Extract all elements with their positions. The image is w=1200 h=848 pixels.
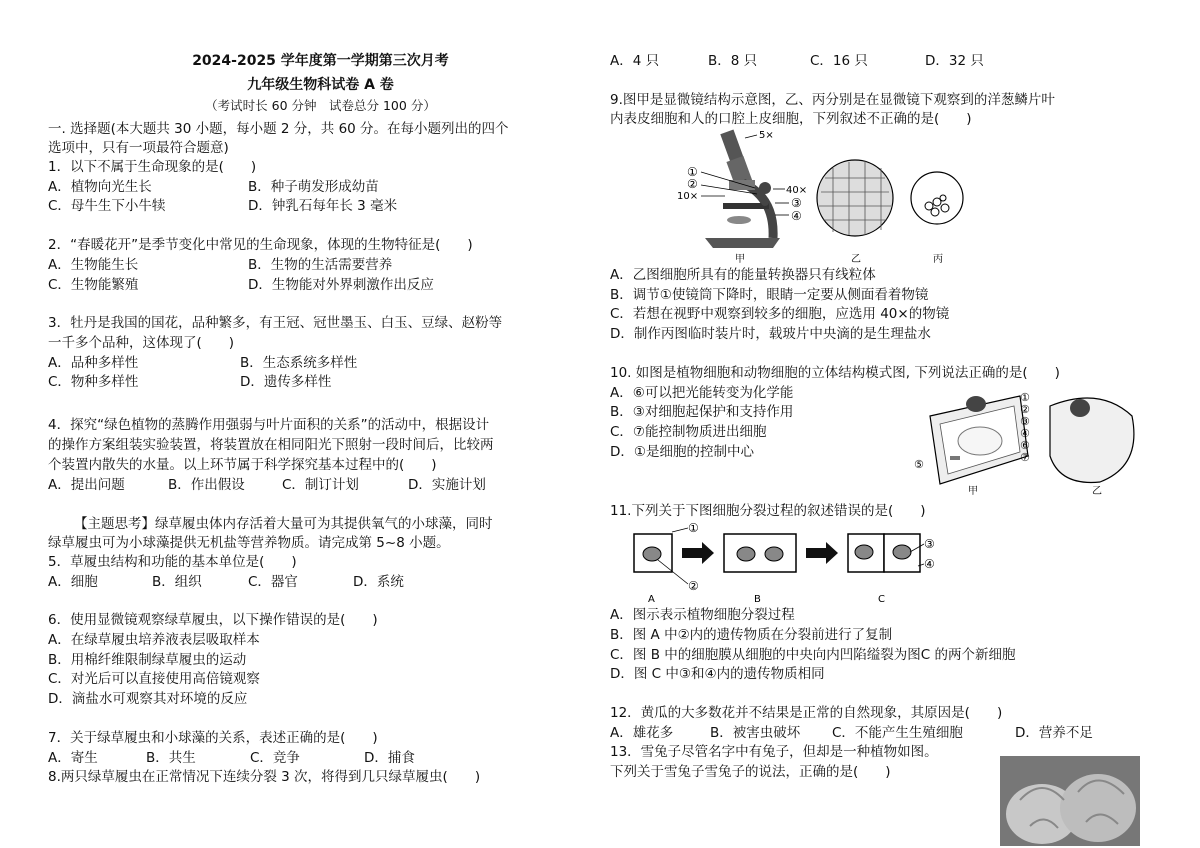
- label-n2: ②: [688, 579, 699, 593]
- q9-option-d[interactable]: D．制作丙图临时装片时，载玻片中央滴的是生理盐水: [610, 326, 931, 342]
- q7-option-d[interactable]: D．捕食: [364, 750, 415, 766]
- q12-option-c[interactable]: C．不能产生生殖细胞: [832, 725, 963, 741]
- snow-lotus-photo: [1000, 756, 1140, 846]
- label-n4: ④: [1020, 427, 1030, 440]
- q12-stem: 12．黄瓜的大多数花并不结果是正常的自然现象，其原因是( ): [610, 705, 1003, 721]
- label-C: C: [878, 594, 885, 605]
- label-n6: ⑥: [1020, 439, 1030, 452]
- q11-option-d[interactable]: D．图 C 中③和④内的遗传物质相同: [610, 666, 825, 682]
- q5-stem: 5．草履虫结构和功能的基本单位是( ): [48, 554, 297, 570]
- q11-option-c[interactable]: C．图 B 中的细胞膜从细胞的中央向内凹陷缢裂为图C 的两个新细胞: [610, 647, 1016, 663]
- q4-option-c[interactable]: C．制订计划: [282, 477, 359, 493]
- q10-figure: [910, 386, 1140, 498]
- q5-option-d[interactable]: D．系统: [353, 574, 404, 590]
- label-n4: ④: [924, 557, 935, 571]
- q9-figure: [665, 128, 965, 266]
- q7-option-c[interactable]: C．竞争: [250, 750, 300, 766]
- q4-stem-2: 的操作方案组装实验装置，将装置放在相同阳光下照射一段时间后，比较两: [48, 437, 494, 453]
- exam-title: 2024-2025 学年度第一学期第三次月考: [192, 53, 449, 69]
- label-bing: 丙: [933, 254, 943, 265]
- label-n2: ②: [1020, 403, 1030, 416]
- cell-division-figure: [634, 522, 935, 605]
- q10-option-c[interactable]: C．⑦能控制物质进出细胞: [610, 424, 767, 440]
- q3-stem-2: 一千多个品种，这体现了( ): [48, 335, 235, 351]
- label-n7: ⑦: [1020, 451, 1030, 464]
- q1-option-d[interactable]: D．钟乳石每年长 3 毫米: [248, 198, 398, 214]
- q10-option-a[interactable]: A．⑥可以把光能转变为化学能: [610, 385, 794, 401]
- label-jia: 甲: [968, 486, 978, 497]
- label-yi: 乙: [1092, 486, 1102, 497]
- q8-option-b[interactable]: B．8 只: [708, 53, 758, 69]
- q5-option-a[interactable]: A．细胞: [48, 574, 98, 590]
- q7-stem: 7．关于绿草履虫和小球藻的关系，表述正确的是( ): [48, 730, 378, 746]
- theme-line-1: 【主题思考】绿草履虫体内存活着大量可为其提供氧气的小球藻，同时: [74, 516, 493, 532]
- label-B: B: [754, 594, 761, 605]
- q2-option-a[interactable]: A．生物能生长: [48, 257, 139, 273]
- label-10x: 10×: [677, 191, 699, 202]
- q6-option-a[interactable]: A．在绿草履虫培养液表层吸取样本: [48, 632, 260, 648]
- q12-option-b[interactable]: B．被害虫破坏: [710, 725, 801, 741]
- label-40x: 40×: [786, 185, 808, 196]
- label-4: ④: [791, 209, 802, 223]
- q5-option-b[interactable]: B．组织: [152, 574, 202, 590]
- exam-subtitle: 九年级生物科试卷 A 卷: [247, 77, 394, 93]
- label-n1: ①: [1020, 391, 1030, 404]
- q3-stem: 3．牡丹是我国的国花，品种繁多，有王冠、冠世墨玉、白玉、豆绿、赵粉等: [48, 315, 503, 331]
- q7-option-a[interactable]: A．寄生: [48, 750, 98, 766]
- label-A: A: [648, 594, 655, 605]
- label-jia: 甲: [735, 254, 745, 265]
- cheek-cells-figure: [911, 172, 963, 265]
- q1-option-a[interactable]: A．植物向光生长: [48, 179, 152, 195]
- q7-option-b[interactable]: B．共生: [146, 750, 196, 766]
- q3-option-b[interactable]: B．生态系统多样性: [240, 355, 358, 371]
- q8-option-d[interactable]: D．32 只: [925, 53, 984, 69]
- label-1: ①: [687, 165, 698, 179]
- q13-stem-2: 下列关于雪兔子雪兔子的说法，正确的是( ): [610, 764, 891, 780]
- q6-option-c[interactable]: C．对光后可以直接使用高倍镜观察: [48, 671, 260, 687]
- q6-option-d[interactable]: D．滴盐水可观察其对环境的反应: [48, 691, 248, 707]
- plant-cell-figure: [914, 391, 1030, 497]
- q11-option-b[interactable]: B．图 A 中②内的遗传物质在分裂前进行了复制: [610, 627, 893, 643]
- q8-option-c[interactable]: C．16 只: [810, 53, 868, 69]
- q10-option-d[interactable]: D．①是细胞的控制中心: [610, 444, 754, 460]
- q9-stem-2: 内表皮细胞和人的口腔上皮细胞，下列叙述不正确的是( ): [610, 111, 972, 127]
- q4-option-b[interactable]: B．作出假设: [168, 477, 245, 493]
- animal-cell-figure: [1050, 398, 1134, 497]
- q4-option-d[interactable]: D．实施计划: [408, 477, 486, 493]
- q12-option-d[interactable]: D．营养不足: [1015, 725, 1093, 741]
- q10-option-b[interactable]: B．③对细胞起保护和支持作用: [610, 404, 794, 420]
- microscope-figure: [677, 130, 807, 265]
- q11-option-a[interactable]: A．图示表示植物细胞分裂过程: [610, 607, 795, 623]
- q9-option-b[interactable]: B．调节①使镜筒下降时，眼睛一定要从侧面看着物镜: [610, 287, 929, 303]
- q8-stem: 8.两只绿草履虫在正常情况下连续分裂 3 次，将得到几只绿草履虫( ): [48, 769, 481, 785]
- label-n3: ③: [1020, 415, 1030, 428]
- q3-option-d[interactable]: D．遗传多样性: [240, 374, 332, 390]
- q2-option-c[interactable]: C．生物能繁殖: [48, 277, 139, 293]
- exam-info: （考试时长 60 分钟 试卷总分 100 分）: [205, 98, 436, 113]
- q9-option-c[interactable]: C．若想在视野中观察到较多的细胞，应选用 40×的物镜: [610, 306, 950, 322]
- q1-option-c[interactable]: C．母牛生下小牛犊: [48, 198, 166, 214]
- label-3: ③: [791, 196, 802, 210]
- label-2: ②: [687, 177, 698, 191]
- section-heading-2: 选项中，只有一项最符合题意): [48, 140, 229, 156]
- q11-stem: 11.下列关于下图细胞分裂过程的叙述错误的是( ): [610, 503, 926, 519]
- q9-stem: 9.图甲是显微镜结构示意图，乙、丙分别是在显微镜下观察到的洋葱鳞片叶: [610, 92, 1055, 108]
- q12-option-a[interactable]: A．雄花多: [610, 725, 674, 741]
- q2-option-d[interactable]: D．生物能对外界刺激作出反应: [248, 277, 434, 293]
- q13-stem: 13．雪兔子尽管名字中有兔子，但却是一种植物如图。: [610, 744, 938, 760]
- section-heading: 一. 选择题(本大题共 30 小题，每小题 2 分，共 60 分。在每小题列出的四个: [48, 121, 509, 137]
- label-yi: 乙: [851, 254, 861, 265]
- label-5x: 5×: [759, 130, 774, 141]
- q5-option-c[interactable]: C．器官: [248, 574, 298, 590]
- q1-option-b[interactable]: B．种子萌发形成幼苗: [248, 179, 379, 195]
- theme-line-2: 绿草履虫可为小球藻提供无机盐等营养物质。请完成第 5~8 小题。: [48, 535, 450, 551]
- q8-option-a[interactable]: A．4 只: [610, 53, 660, 69]
- q6-option-b[interactable]: B．用棉纤维限制绿草履虫的运动: [48, 652, 247, 668]
- q3-option-a[interactable]: A．品种多样性: [48, 355, 139, 371]
- onion-cells-figure: [817, 160, 893, 265]
- q4-stem-3: 个装置内散失的水量。以上环节属于科学探究基本过程中的( ): [48, 457, 437, 473]
- q2-stem: 2．“春暖花开”是季节变化中常见的生命现象，体现的生物特征是( ): [48, 237, 473, 253]
- q4-stem: 4．探究“绿色植物的蒸腾作用强弱与叶片面积的关系”的活动中，根据设计: [48, 417, 490, 433]
- q3-option-c[interactable]: C．物种多样性: [48, 374, 139, 390]
- q11-figure: [630, 522, 940, 606]
- q4-option-a[interactable]: A．提出问题: [48, 477, 125, 493]
- q2-option-b[interactable]: B．生物的生活需要营养: [248, 257, 393, 273]
- label-n3: ③: [924, 537, 935, 551]
- label-n5: ⑤: [914, 458, 924, 471]
- q9-option-a[interactable]: A．乙图细胞所具有的能量转换器只有线粒体: [610, 267, 876, 283]
- q1-stem: 1．以下不属于生命现象的是( ): [48, 159, 257, 175]
- q6-stem: 6．使用显微镜观察绿草履虫，以下操作错误的是( ): [48, 612, 378, 628]
- q10-stem: 10. 如图是植物细胞和动物细胞的立体结构模式图, 下列说法正确的是( ): [610, 365, 1060, 381]
- label-n1: ①: [688, 522, 699, 535]
